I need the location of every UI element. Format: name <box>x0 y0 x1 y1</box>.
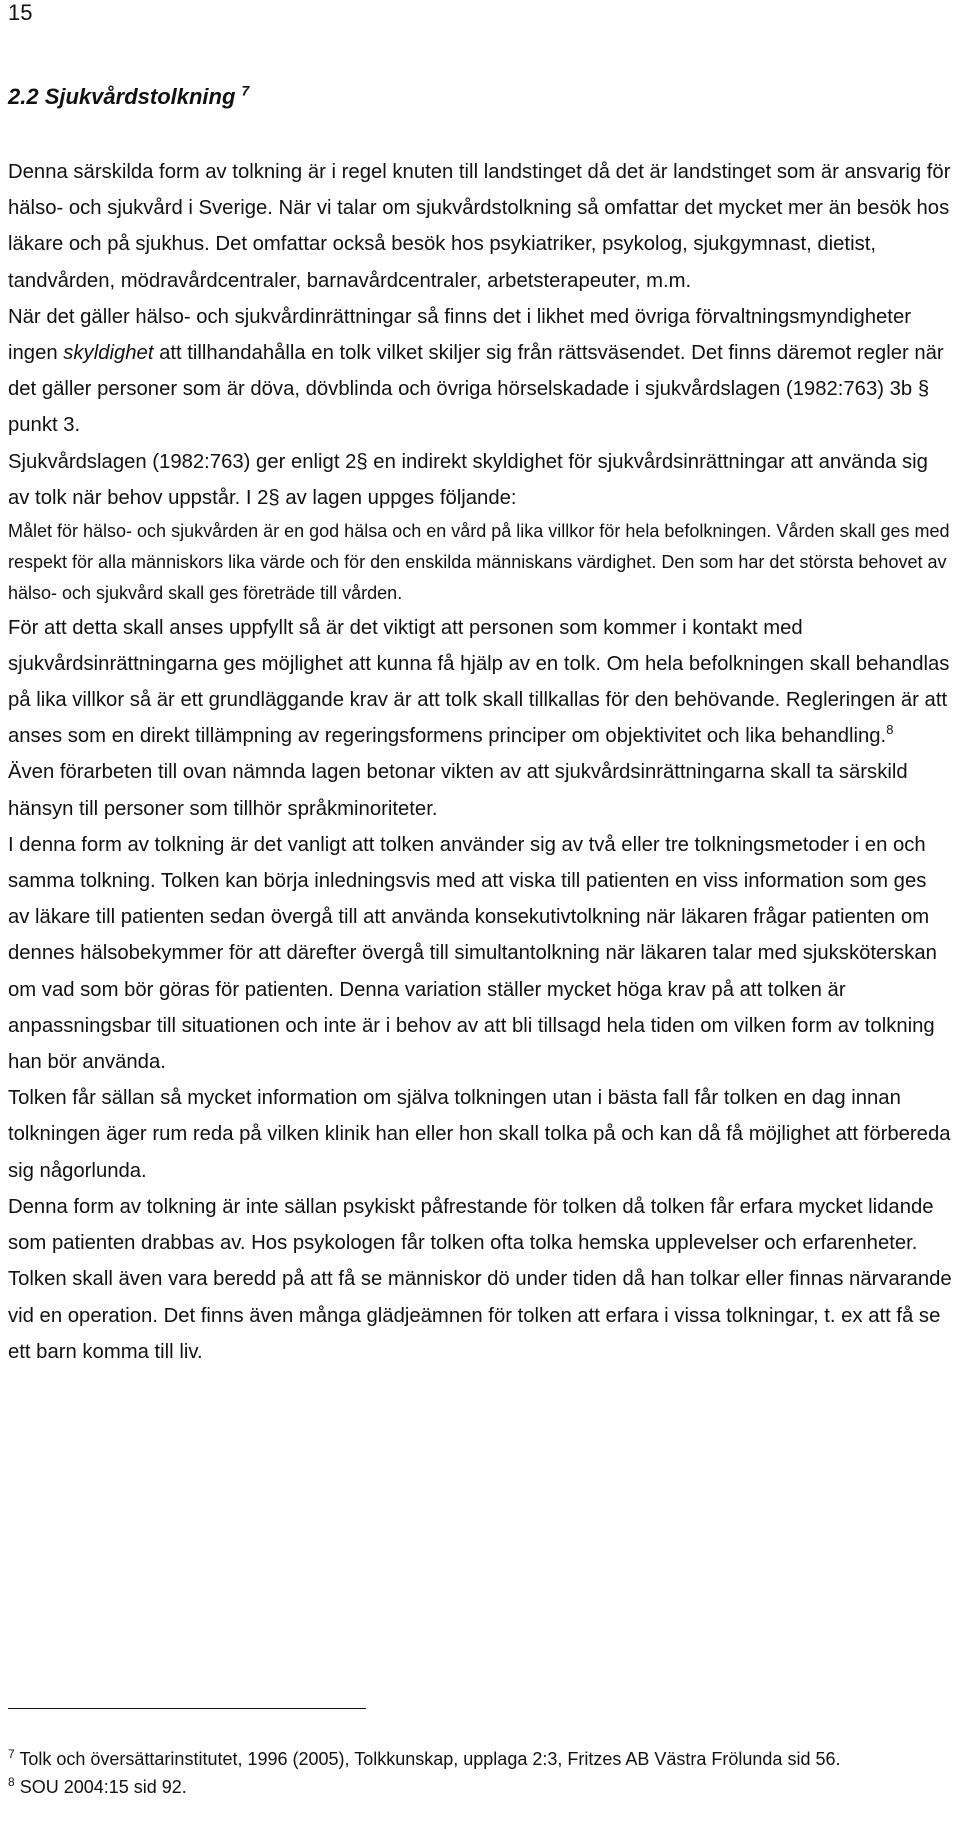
paragraph-strain: Denna form av tolkning är inte sällan psykiskt påfrestande för tolken då tolken får erfara mycket lidande som patienten drabbas av. Hos psykologen får tolken ofta tolka hemska upplevelser och erfarenheter. Tolken skall även vara beredd på att få se människor dö under tiden då han tolkar eller finnas närvarande vid en operation. Det finns även många glädjeämnen för tolken att erfara i vissa tolkningar, t. ex att få se ett barn komma till liv. <box>8 1195 952 1363</box>
paragraph-obligation-start: När det gäller hälso- och sjukvårdinrättningar så finns det i likhet med övriga förvaltningsmyndigheter ingen <box>8 305 911 365</box>
footnote-7-marker: 7 <box>8 1747 15 1761</box>
paragraph-equal-treatment-text: För att detta skall anses uppfyllt så är det viktigt att personen som kommer i kontakt med sjukvårdsinrättningarna ges möjlighet att kunna få hjälp av en tolk. Om hela befolkningen skall behandlas på lika villkor så är ett grundläggande krav är att tolk skall tillkallas för den behövande. Regleringen är att anses som en direkt tillämpning av regeringsformens principer om objektivitet och lika behandling. <box>8 616 950 748</box>
law-quote: Målet för hälso- och sjukvården är en god hälsa och en vård på lika villkor för hela befolkningen. Vården skall ges med respekt för alla människors lika värde och för den enskilda människans värdighet. Den som har det största behovet av hälso- och sjukvård skall ges företräde till vården. <box>8 521 950 604</box>
paragraph-obligation-end: att tillhandahålla en tolk vilket skiljer sig från rättsväsendet. Det finns däremot regler när det gäller personer som är döva, dövblinda och övriga hörselskadade i sjukvårdslagen (1982:763) 3b § punkt 3. <box>8 342 944 437</box>
paragraph-law: Sjukvårdslagen (1982:763) ger enligt 2§ en indirekt skyldighet för sjukvårdsinrättningar att använda sig av tolk när behov uppstår. I 2§ av lagen uppges följande: <box>8 450 928 509</box>
footnote-8-text: SOU 2004:15 sid 92. <box>14 1777 187 1797</box>
paragraph-information: Tolken får sällan så mycket information om själva tolkningen utan i bästa fall får tolken en dag innan tolkningen äger rum reda på vilken klinik han eller hon skall tolka på och kan då få möjlighet att förbereda sig någorlunda. <box>8 1087 951 1182</box>
paragraph-equal-treatment <box>8 610 952 755</box>
footnotes <box>8 1745 948 1801</box>
section-heading <box>8 84 249 110</box>
footnote-8-marker: 8 <box>8 1775 15 1789</box>
page-number: 15 <box>8 0 33 25</box>
heading-footnote-marker: 7 <box>241 82 250 99</box>
footnote-8 <box>8 1773 948 1801</box>
footnote-marker-8: 8 <box>886 722 894 738</box>
section-heading-text: 2.2 Sjukvårdstolkning <box>8 84 236 109</box>
paragraph-preparatory-works: Även förarbeten till ovan nämnda lagen betonar vikten av att sjukvårdsinrättningarna skall ta särskild hänsyn till personer som tillhör språkminoriteter. <box>8 761 908 820</box>
paragraph-obligation <box>8 299 952 444</box>
emphasis-skyldighet: skyldighet <box>63 342 154 365</box>
footnote-separator <box>8 1708 366 1709</box>
body-text <box>8 154 952 1370</box>
footnote-7 <box>8 1745 948 1773</box>
paragraph-intro: Denna särskilda form av tolkning är i regel knuten till landstinget då det är landstinget som är ansvarig för hälso- och sjukvård i Sverige. När vi talar om sjukvårdstolkning så omfattar det mycket mer än besök hos läkare och på sjukhus. Det omfattar också besök hos psykiatriker, psykolog, sjukgymnast, dietist, tandvården, mödravårdcentraler, barnavårdcentraler, arbetsterapeuter, m.m. <box>8 161 951 292</box>
paragraph-methods: I denna form av tolkning är det vanligt att tolken använder sig av två eller tre tolkningsmetoder i en och samma tolkning. Tolken kan börja inledningsvis med att viska till patienten en viss information som ges av läkare till patienten sedan övergå till att använda konsekutivtolkning när läkaren frågar patienten om dennes hälsobekymmer för att därefter övergå till simultantolkning när läkaren talar med sjuksköterskan om vad som bör göras för patienten. Denna variation ställer mycket höga krav på att tolken är anpassningsbar till situationen och inte är i behov av att bli tillsagd hela tiden om vilken form av tolkning han bör använda. <box>8 833 937 1074</box>
footnote-7-text: Tolk och översättarinstitutet, 1996 (2005), Tolkkunskap, upplaga 2:3, Fritzes AB Västra Frölunda sid 56. <box>14 1749 841 1769</box>
